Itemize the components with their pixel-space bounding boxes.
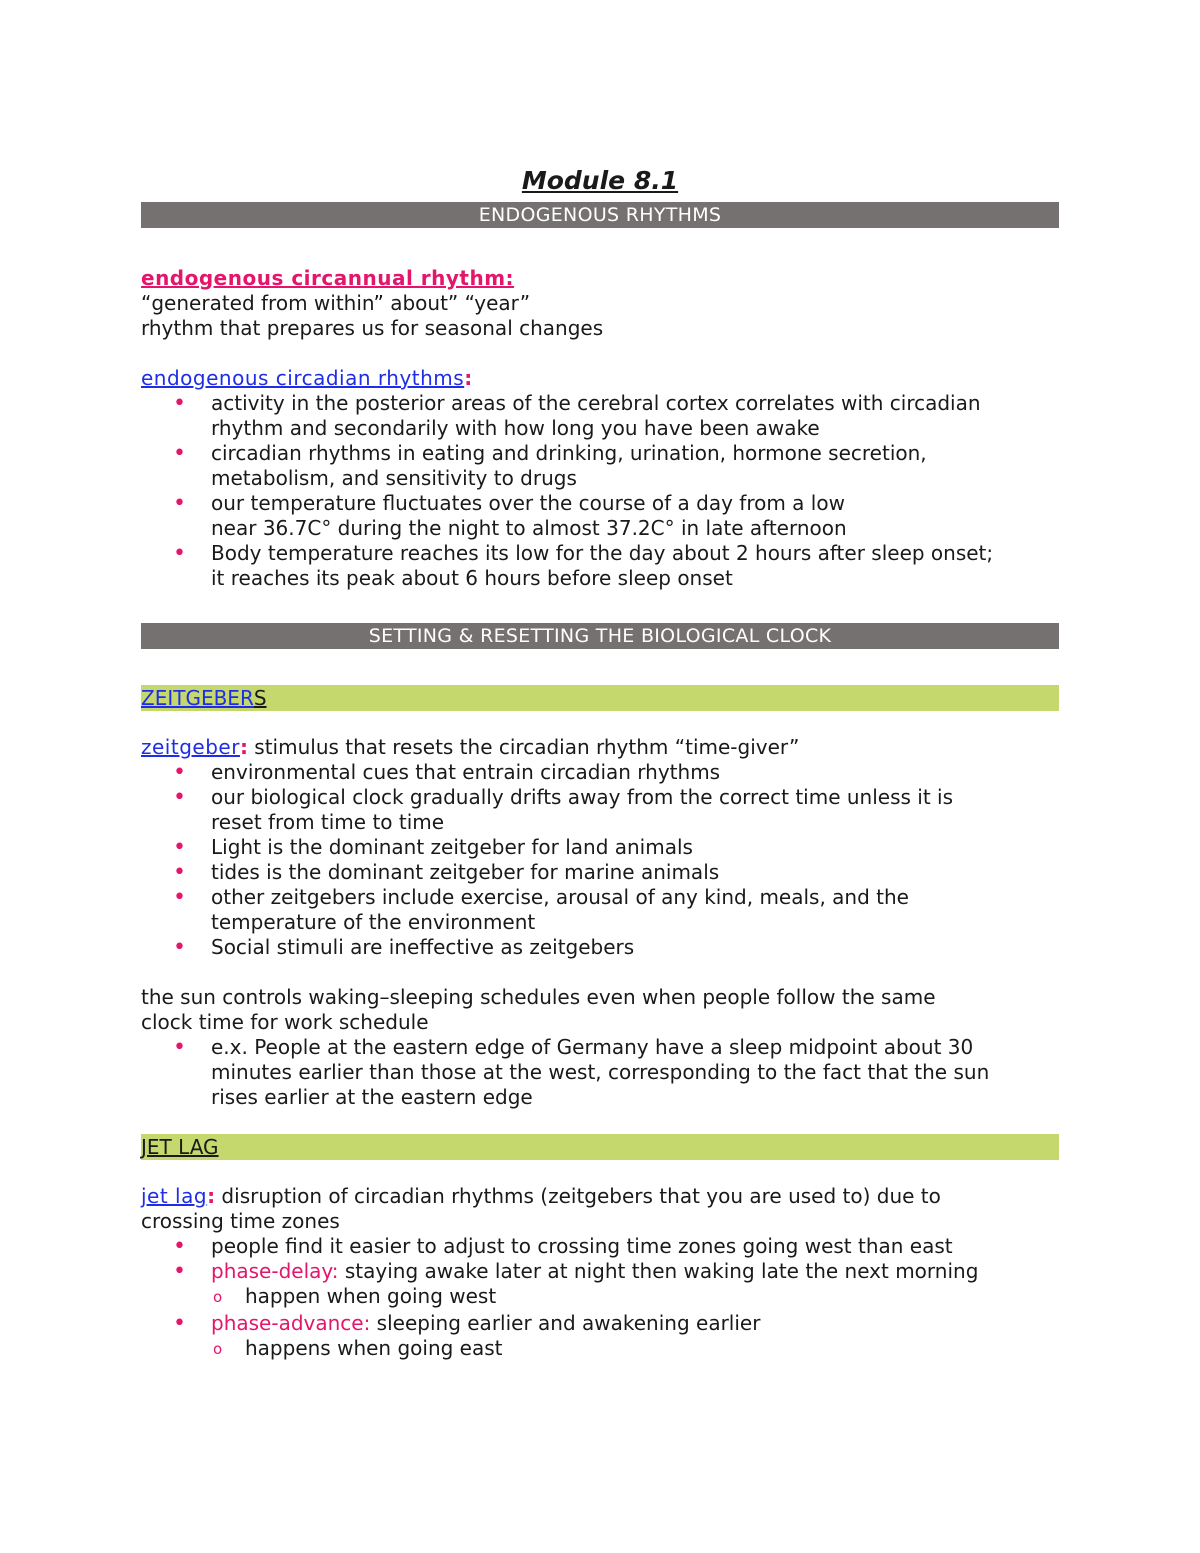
zeitgebers-heading-main: ZEITGEBER	[141, 686, 254, 710]
circadian-colon: :	[464, 366, 473, 390]
zeitgeber-bullet-list	[141, 760, 1059, 960]
section-header-setting-resetting-clock: SETTING & RESETTING THE BIOLOGICAL CLOCK	[141, 623, 1059, 649]
list-item: • our temperature fluctuates over the course of a day from a low near 36.7C° during the night to almost 37.2C° in late afternoon	[141, 491, 1059, 541]
phase-advance-term: phase-advance:	[211, 1311, 371, 1335]
zeitgeber-definition	[141, 735, 1059, 760]
list-item: • Light is the dominant zeitgeber for land animals	[141, 835, 1059, 860]
example-bullet-list	[141, 1035, 1059, 1110]
subheader-zeitgebers	[141, 685, 1059, 711]
circadian-heading	[141, 366, 1059, 391]
list-item: • other zeitgebers include exercise, arousal of any kind, meals, and the temperature of the environment	[141, 885, 1059, 935]
zeitgeber-colon: :	[239, 735, 248, 759]
zeitgebers-heading-tail: S	[253, 686, 267, 710]
list-item: • our biological clock gradually drifts away from the correct time unless it is reset from time to time	[141, 785, 1059, 835]
list-item: • e.x. People at the eastern edge of Germany have a sleep midpoint about 30 minutes earlier than those at the west, corresponding to the fact that the sun rises earlier at the eastern edge	[141, 1035, 1059, 1110]
jet-lag-definition-text: disruption of circadian rhythms (zeitgebers that you are used to) due to	[215, 1184, 941, 1208]
circannual-term: endogenous circannual rhythm:	[141, 266, 515, 290]
list-item: o happen when going west	[141, 1284, 1059, 1309]
sun-paragraph-line-1: the sun controls waking–sleeping schedules even when people follow the same	[141, 985, 936, 1009]
list-item: • circadian rhythms in eating and drinking, urination, hormone secretion, metabolism, and sensitivity to drugs	[141, 441, 1059, 491]
zeitgeber-term: zeitgeber	[141, 735, 240, 759]
zeitgeber-definition-text: stimulus that resets the circadian rhythm “time-giver”	[247, 735, 800, 759]
circadian-bullet-list	[141, 391, 1059, 591]
jet-lag-heading: JET LAG	[141, 1135, 219, 1159]
sun-paragraph-line-2: clock time for work schedule	[141, 1010, 429, 1034]
list-item: • activity in the posterior areas of the cerebral cortex correlates with circadian rhythm and secondarily with how long you have been awake	[141, 391, 1059, 441]
jet-lag-colon: :	[207, 1184, 216, 1208]
list-item: o happens when going east	[141, 1336, 1059, 1361]
list-item: • environmental cues that entrain circadian rhythms	[141, 760, 1059, 785]
circadian-term: endogenous circadian rhythms	[141, 366, 465, 390]
subheader-jet-lag	[141, 1134, 1059, 1160]
document-page	[141, 164, 1059, 1361]
list-item: • phase-delay: staying awake later at night then waking late the next morning	[141, 1259, 1059, 1284]
jet-lag-term: jet lag	[141, 1184, 208, 1208]
list-item: • phase-advance: sleeping earlier and awakening earlier	[141, 1311, 1059, 1336]
circannual-line-2: rhythm that prepares us for seasonal changes	[141, 316, 604, 340]
list-item: • people find it easier to adjust to crossing time zones going west than east	[141, 1234, 1059, 1259]
jet-lag-definition	[141, 1184, 1059, 1209]
jet-lag-bullet-list	[141, 1234, 1059, 1361]
jet-lag-definition-line-2: crossing time zones	[141, 1209, 340, 1233]
circannual-definition	[141, 266, 1059, 291]
phase-delay-term: phase-delay:	[211, 1259, 339, 1283]
section-header-endogenous-rhythms: ENDOGENOUS RHYTHMS	[141, 202, 1059, 228]
page-title: Module 8.1	[521, 166, 679, 195]
list-item: • Social stimuli are ineffective as zeitgebers	[141, 935, 1059, 960]
list-item: • tides is the dominant zeitgeber for marine animals	[141, 860, 1059, 885]
circannual-line-1: “generated from within” about” “year”	[141, 291, 531, 315]
list-item: • Body temperature reaches its low for the day about 2 hours after sleep onset; it reaches its peak about 6 hours before sleep onset	[141, 541, 1059, 591]
